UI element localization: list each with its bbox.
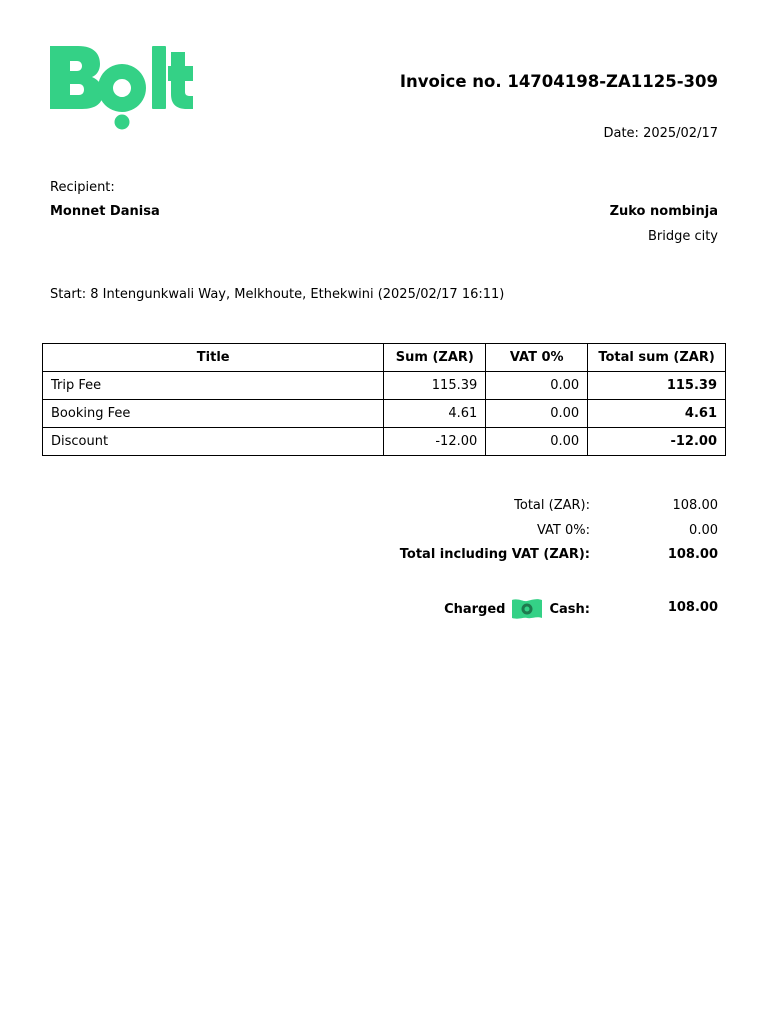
issuer-city: Bridge city	[647, 229, 718, 244]
row-sum: 4.61	[384, 400, 486, 428]
charged-line	[444, 597, 590, 621]
table-header-row	[43, 344, 726, 372]
row-vat: 0.00	[486, 428, 588, 456]
row-total: 115.39	[588, 372, 726, 400]
row-vat: 0.00	[486, 400, 588, 428]
header-title: Title	[43, 344, 384, 372]
header-sum: Sum (ZAR)	[384, 344, 486, 372]
payment-method-label: Cash:	[549, 601, 590, 617]
total-label: Total (ZAR):	[514, 498, 590, 513]
header-total-sum: Total sum (ZAR)	[588, 344, 726, 372]
cash-icon	[511, 597, 543, 621]
vat-value: 0.00	[689, 523, 718, 538]
table-row	[43, 372, 726, 400]
table-row	[43, 400, 726, 428]
row-title: Booking Fee	[43, 400, 384, 428]
row-total: 4.61	[588, 400, 726, 428]
total-incl-vat-label: Total including VAT (ZAR):	[399, 547, 590, 562]
bolt-logo	[48, 44, 194, 136]
invoice-title: Invoice no. 14704198-ZA1125-309	[399, 72, 718, 91]
trip-start: Start: 8 Intengunkwali Way, Melkhoute, Ethekwini (2025/02/17 16:11)	[50, 287, 505, 302]
row-title: Discount	[43, 428, 384, 456]
total-incl-vat-row	[0, 547, 768, 567]
row-sum: -12.00	[384, 428, 486, 456]
total-row	[0, 498, 768, 518]
vat-row	[0, 523, 768, 543]
charged-label: Charged	[444, 601, 506, 617]
row-sum: 115.39	[384, 372, 486, 400]
row-title: Trip Fee	[43, 372, 384, 400]
total-incl-vat-value: 108.00	[667, 547, 718, 562]
invoice-date: Date: 2025/02/17	[603, 126, 718, 141]
table-row	[43, 428, 726, 456]
bolt-logo-graphic	[48, 44, 194, 132]
total-value: 108.00	[672, 498, 718, 513]
header-vat: VAT 0%	[486, 344, 588, 372]
charged-value: 108.00	[667, 600, 718, 615]
row-vat: 0.00	[486, 372, 588, 400]
vat-label: VAT 0%:	[536, 523, 590, 538]
row-total: -12.00	[588, 428, 726, 456]
issuer-name: Zuko nombinja	[609, 204, 718, 219]
recipient-label: Recipient:	[50, 180, 115, 195]
logo-text	[48, 44, 49, 45]
invoice-items-table	[42, 343, 726, 456]
recipient-name: Monnet Danisa	[50, 204, 160, 219]
